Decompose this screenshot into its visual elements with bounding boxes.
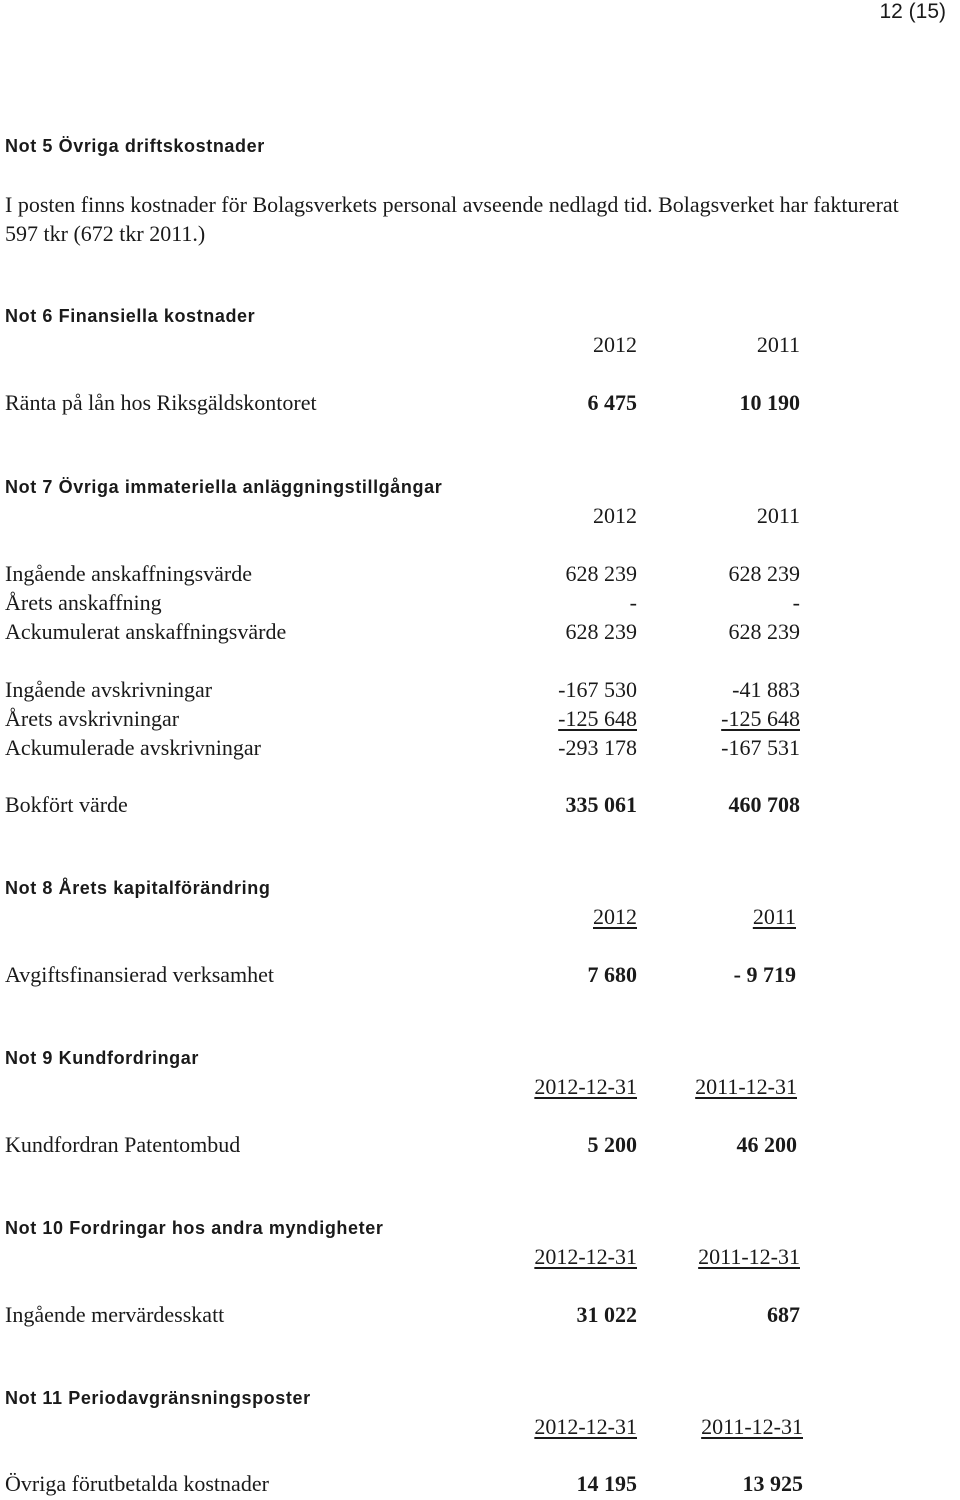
note6-col-2011: 2011 xyxy=(756,332,800,357)
row-label: Avgiftsfinansierad verksamhet xyxy=(5,962,275,987)
row-label: Övriga förutbetalda kostnader xyxy=(5,1471,269,1496)
note8-col-2012: 2012 xyxy=(593,904,637,929)
note6-col-2012: 2012 xyxy=(593,332,637,357)
row-label: Ingående mervärdesskatt xyxy=(5,1302,225,1327)
row-value-2012: 6 475 xyxy=(587,390,637,415)
note7-col-2012: 2012 xyxy=(593,503,637,528)
note10-row xyxy=(5,1302,800,1330)
row-value-2012: 31 022 xyxy=(576,1302,637,1327)
note7-header-row xyxy=(5,503,800,531)
row-value-2011: 13 925 xyxy=(742,1471,803,1496)
row-label: Årets anskaffning xyxy=(5,590,162,615)
row-label: Ränta på lån hos Riksgäldskontoret xyxy=(5,390,317,415)
row-value-2011: -41 883 xyxy=(732,677,800,702)
row-value-2012: 14 195 xyxy=(576,1471,637,1496)
note9-col-2011: 2011-12-31 xyxy=(695,1074,797,1099)
row-value-2012: 628 239 xyxy=(565,619,637,644)
row-value-2011: - xyxy=(792,590,800,615)
note11-title: Not 11 Periodavgränsningsposter xyxy=(5,1388,311,1408)
note11-col-2012: 2012-12-31 xyxy=(534,1414,637,1439)
note11-header-row xyxy=(5,1414,803,1442)
note7-row xyxy=(5,735,800,763)
row-value-2012: 335 061 xyxy=(565,792,637,817)
note7-row xyxy=(5,561,800,589)
row-label: Bokfört värde xyxy=(5,792,128,817)
note9-row xyxy=(5,1132,797,1160)
row-value-2011: -167 531 xyxy=(721,735,800,760)
note10-col-2011: 2011-12-31 xyxy=(698,1244,800,1269)
note7-row xyxy=(5,677,800,705)
note8-col-2011: 2011 xyxy=(752,904,796,929)
note10-title: Not 10 Fordringar hos andra myndigheter xyxy=(5,1218,384,1238)
row-value-2011: 460 708 xyxy=(728,792,800,817)
note7-row xyxy=(5,619,800,647)
row-label: Ackumulerat anskaffningsvärde xyxy=(5,619,287,644)
row-value-2012: -167 530 xyxy=(558,677,637,702)
row-label: Ingående anskaffningsvärde xyxy=(5,561,252,586)
row-value-2011: 628 239 xyxy=(728,619,800,644)
note7-title: Not 7 Övriga immateriella anläggningstillgångar xyxy=(5,477,443,497)
note7-row xyxy=(5,706,800,734)
row-value-2011: 687 xyxy=(767,1302,800,1327)
note6-row-interest xyxy=(5,390,800,418)
row-value-2012: -293 178 xyxy=(558,735,637,760)
row-label: Ingående avskrivningar xyxy=(5,677,213,702)
note9-header-row xyxy=(5,1074,797,1102)
note10-header-row xyxy=(5,1244,800,1272)
row-value-2012: 628 239 xyxy=(565,561,637,586)
note5-text: I posten finns kostnader för Bolagsverkets personal avseende nedlagd tid. Bolagsverket har fakturerat 597 tkr (672 tkr 2011.) xyxy=(5,192,899,246)
note8-row xyxy=(5,962,796,990)
note5-title: Not 5 Övriga driftskostnader xyxy=(5,136,265,156)
row-value-2011: -125 648 xyxy=(721,706,800,731)
note7-col-2011: 2011 xyxy=(756,503,800,528)
row-value-2012: -125 648 xyxy=(558,706,637,731)
note10-col-2012: 2012-12-31 xyxy=(534,1244,637,1269)
note8-header-row xyxy=(5,904,796,932)
row-value-2011: 10 190 xyxy=(739,390,800,415)
note6-title: Not 6 Finansiella kostnader xyxy=(5,306,256,326)
note9-title: Not 9 Kundfordringar xyxy=(5,1048,199,1068)
row-value-2011: 628 239 xyxy=(728,561,800,586)
note7-row-book-value xyxy=(5,792,800,820)
row-value-2011: 46 200 xyxy=(736,1132,797,1157)
row-label: Ackumulerade avskrivningar xyxy=(5,735,261,760)
note7-row xyxy=(5,590,800,618)
row-label: Årets avskrivningar xyxy=(5,706,180,731)
page-number: 12 (15) xyxy=(879,0,946,23)
row-value-2012: 5 200 xyxy=(587,1132,637,1157)
note11-row xyxy=(5,1471,803,1499)
row-label: Kundfordran Patentombud xyxy=(5,1132,241,1157)
note9-col-2012: 2012-12-31 xyxy=(534,1074,637,1099)
row-value-2011: - 9 719 xyxy=(733,962,796,987)
row-value-2012: 7 680 xyxy=(587,962,637,987)
note8-title: Not 8 Årets kapitalförändring xyxy=(5,878,271,898)
note11-col-2011: 2011-12-31 xyxy=(701,1414,803,1439)
note6-header-row xyxy=(5,332,800,360)
row-value-2012: - xyxy=(629,590,637,615)
